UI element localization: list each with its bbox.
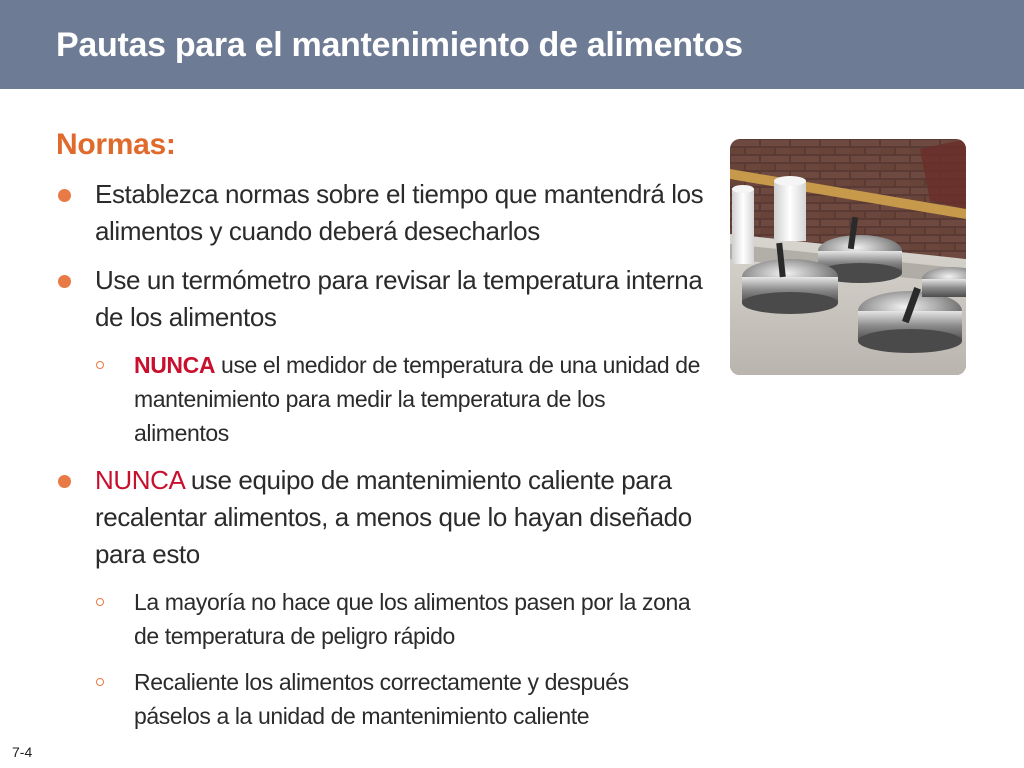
slide-title: Pautas para el mantenimiento de alimentos bbox=[56, 26, 743, 64]
bullet-item bbox=[56, 176, 706, 250]
sub-bullet-text: use el medidor de temperatura de una unidad de mantenimiento para medir la temperatura de los alimentos bbox=[134, 352, 701, 446]
food-holding-unit-image bbox=[730, 139, 966, 375]
slide-number: 7-4 bbox=[12, 744, 33, 760]
sub-bullet-icon bbox=[96, 678, 104, 686]
section-heading: Normas: bbox=[56, 128, 176, 161]
sub-bullet-icon bbox=[96, 598, 104, 606]
bullet-item bbox=[56, 262, 706, 336]
sub-bullet-text: La mayoría no hace que los alimentos pasen por la zona de temperatura de peligro rápido bbox=[134, 589, 691, 649]
bullet-icon bbox=[58, 189, 71, 202]
sub-bullet-text: Recaliente los alimentos correctamente y después páselos a la unidad de mantenimiento caliente bbox=[134, 669, 629, 729]
sub-bullet-item bbox=[56, 348, 706, 450]
bullet-icon bbox=[58, 275, 71, 288]
bullet-icon bbox=[58, 475, 71, 488]
bullet-text: Use un termómetro para revisar la temperatura interna de los alimentos bbox=[95, 265, 703, 332]
slide-content bbox=[56, 128, 706, 745]
bullet-text: use equipo de mantenimiento caliente para recalentar alimentos, a menos que lo hayan diseñado para esto bbox=[95, 465, 692, 569]
food-holding-unit-photo bbox=[730, 139, 966, 375]
title-bar bbox=[0, 0, 1024, 89]
bullet-item bbox=[56, 462, 706, 573]
bullet-text: Establezca normas sobre el tiempo que mantendrá los alimentos y cuando deberá desecharlos bbox=[95, 179, 704, 246]
sub-bullet-icon bbox=[96, 361, 104, 369]
emphasis-text: NUNCA bbox=[95, 465, 185, 495]
emphasis-text: NUNCA bbox=[134, 352, 216, 378]
sub-bullet-item bbox=[56, 585, 706, 653]
sub-bullet-item bbox=[56, 665, 706, 733]
